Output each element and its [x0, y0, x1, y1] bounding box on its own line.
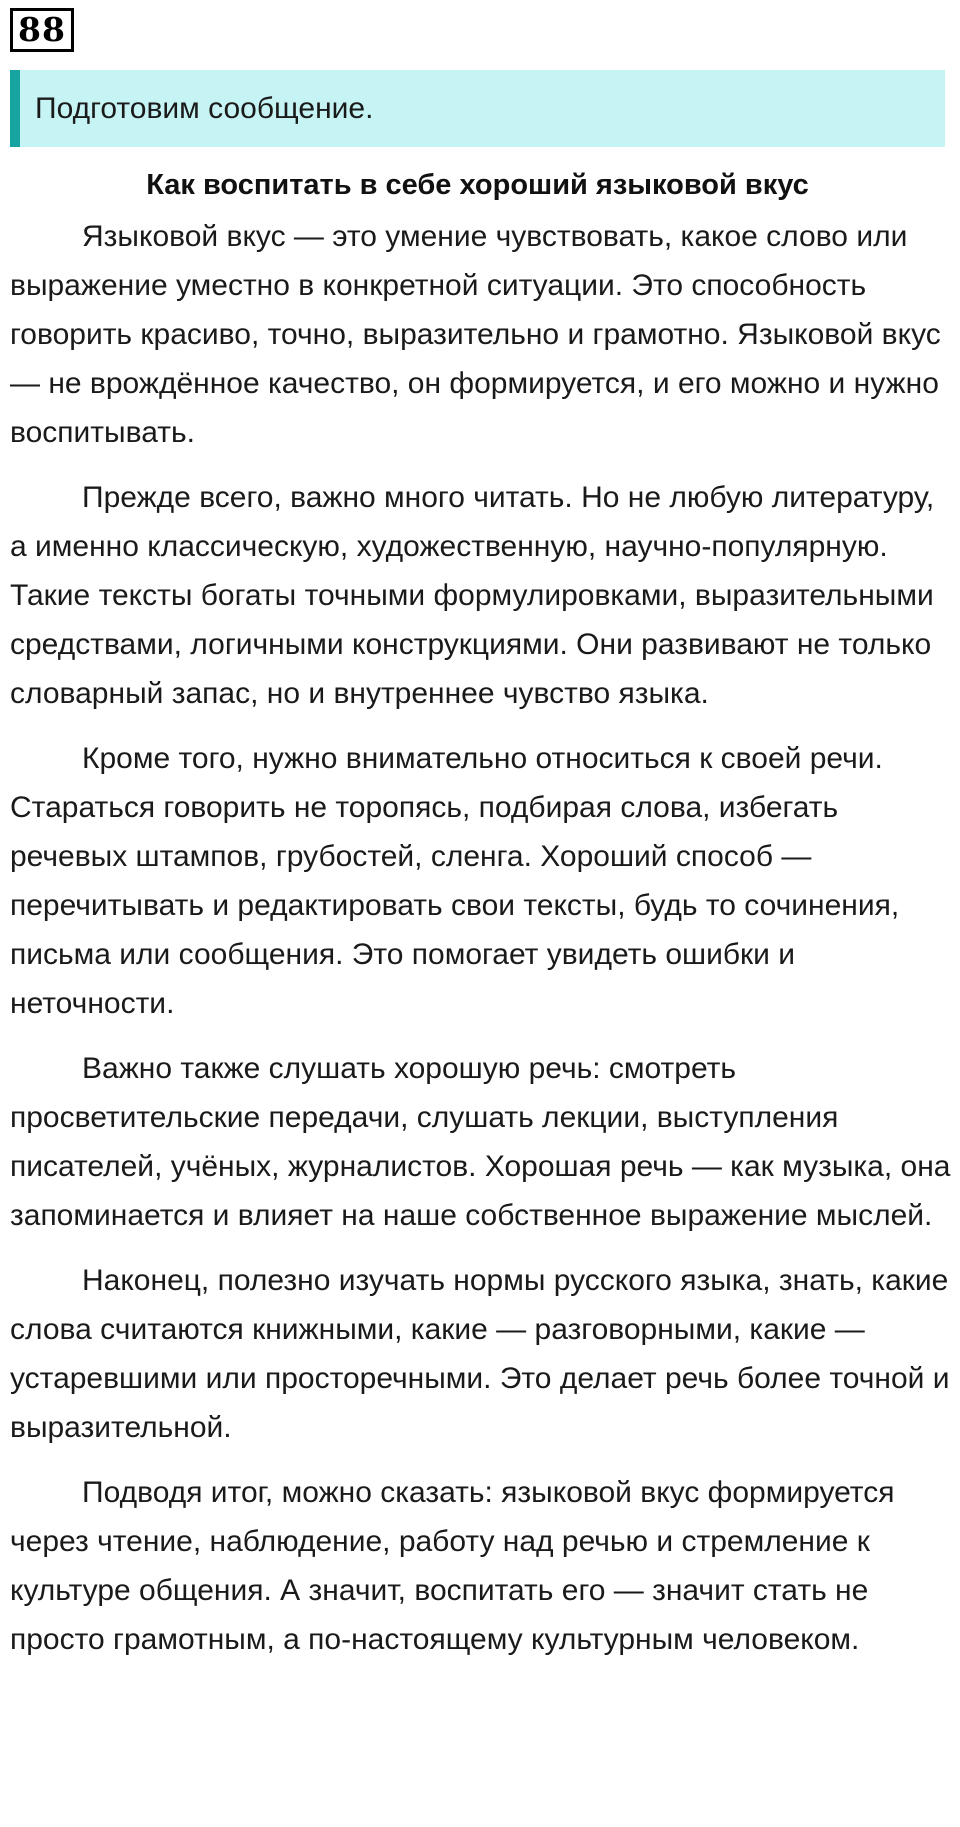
paragraph: Прежде всего, важно много читать. Но не любую литературу, а именно классическую, художественную, научно-популярную. Такие тексты богаты точными формулировками, выразительными средствами, логичными конструкциями. Они развивают не только словарный запас, но и внутреннее чувство языка. — [10, 481, 935, 710]
task-number: 88 — [10, 8, 74, 52]
paragraph: Языковой вкус — это умение чувствовать, какое слово или выражение уместно в конкретной ситуации. Это способность говорить красиво, точно, выразительно и грамотно. Языковой вкус — не врождённое качество, он формируется, и его можно и нужно воспитывать. — [10, 220, 941, 449]
instruction-banner — [10, 70, 945, 147]
paragraph: Кроме того, нужно внимательно относиться к своей речи. Стараться говорить не торопясь, подбирая слова, избегать речевых штампов, грубостей, сленга. Хороший способ — перечитывать и редактировать свои тексты, будь то сочинения, письма или сообщения. Это помогает увидеть ошибки и неточности. — [10, 742, 900, 1020]
textbook-page — [10, 8, 954, 1680]
paragraph: Подводя итог, можно сказать: языковой вкус формируется через чтение, наблюдение, работу над речью и стремление к культуре общения. А значит, воспитать его — значит стать не просто грамотным, а по-настоящему культурным человеком. — [10, 1476, 895, 1656]
article-title: Как воспитать в себе хороший языковой вкус — [146, 169, 809, 201]
paragraph: Важно также слушать хорошую речь: смотреть просветительские передачи, слушать лекции, выступления писателей, учёных, журналистов. Хорошая речь — как музыка, она запоминается и влияет на наше собственное выражение мыслей. — [10, 1052, 951, 1232]
paragraph: Наконец, полезно изучать нормы русского языка, знать, какие слова считаются книжными, какие — разговорными, какие — устаревшими или просторечными. Это делает речь более точной и выразительной. — [10, 1264, 950, 1444]
instruction-text: Подготовим сообщение. — [35, 91, 374, 125]
article-body — [10, 212, 954, 1664]
